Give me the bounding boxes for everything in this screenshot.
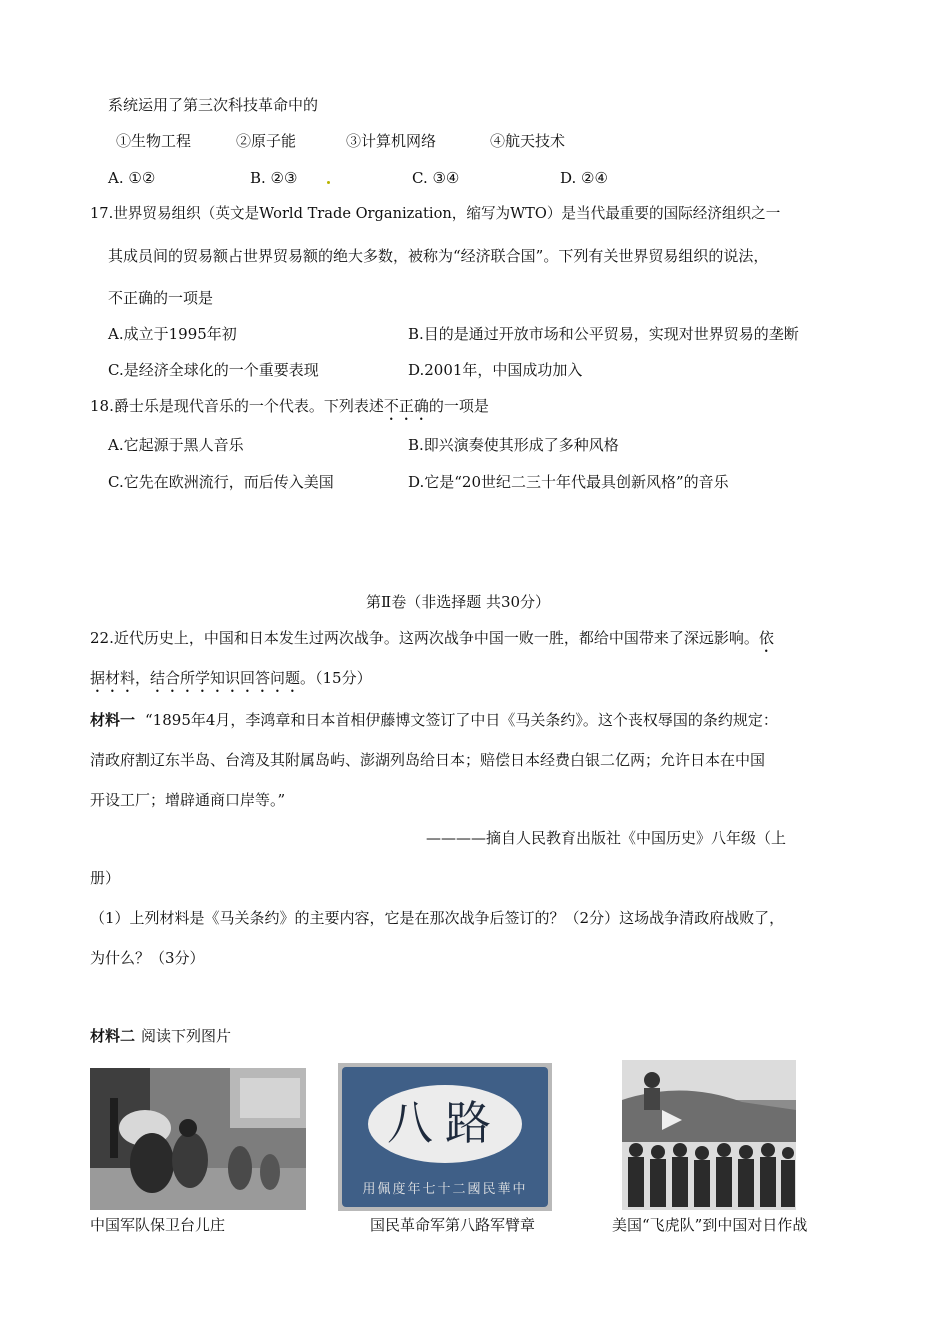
q18-stem-emphasis: 不正确 bbox=[383, 397, 429, 415]
q18-option-a: A.它起源于黑人音乐 bbox=[108, 436, 244, 454]
q22-stem-line2-emphasis: 据材料，结合所学知识回答问题 bbox=[90, 669, 301, 687]
q16-stem-continuation: 系统运用了第三次科技革命中的 bbox=[108, 96, 319, 114]
q16-option-a: A. ①② bbox=[108, 169, 156, 187]
material1-line2: 清政府割辽东半岛、台湾及其附属岛屿、澎湖列岛给日本；赔偿日本经费白银二亿两；允许日本在中国 bbox=[90, 751, 766, 769]
q17-option-b: B.目的是通过开放市场和公平贸易，实现对世界贸易的垄断 bbox=[408, 325, 799, 343]
q22-sub1-line1: （1）上列材料是《马关条约》的主要内容，它是在那次战争后签订的？（2分）这场战争清政府战败了， bbox=[90, 909, 785, 927]
photo-flying-tigers bbox=[622, 1060, 796, 1210]
q16-option-b: B. ②③ bbox=[250, 169, 298, 187]
caption-flying-tigers: 美国“飞虎队”到中国对日作战 bbox=[612, 1216, 808, 1234]
q17-stem-line1: 17.世界贸易组织（英文是World Trade Organization，缩写为WTO）是当代最重要的国际经济组织之一 bbox=[90, 205, 781, 222]
caption-armband: 国民革命军第八路军臂章 bbox=[370, 1216, 536, 1234]
q22-stem-line1-text: 22.近代历史上，中国和日本发生过两次战争。这两次战争中国一败一胜，都给中国带来了深远影响。 bbox=[90, 629, 759, 647]
q17-stem-line2: 其成员间的贸易额占世界贸易额的绝大多数，被称为“经济联合国”。下列有关世界贸易组织的说法， bbox=[108, 247, 769, 265]
photo-taierzhuang-drawing bbox=[90, 1068, 306, 1210]
q18-stem-prefix: 18.爵士乐是现代音乐的一个代表。下列表述 bbox=[90, 397, 384, 415]
material2-text: 阅读下列图片 bbox=[141, 1027, 232, 1045]
q16-item-4: ④航天技术 bbox=[490, 132, 566, 150]
q18-stem-suffix: 的一项是 bbox=[428, 397, 489, 415]
q18-stem bbox=[90, 396, 489, 424]
q18-option-b: B.即兴演奏使其形成了多种风格 bbox=[408, 436, 619, 454]
q16-item-3: ③计算机网络 bbox=[346, 132, 437, 150]
q16-item-2: ②原子能 bbox=[236, 132, 297, 150]
q22-stem-line1-emphasis: 依 bbox=[758, 629, 774, 647]
q18-option-c: C.它先在欧洲流行，而后传入美国 bbox=[108, 473, 334, 491]
q17-stem-line3: 不正确的一项是 bbox=[108, 289, 214, 307]
q16-item-1: ①生物工程 bbox=[116, 132, 192, 150]
armband-main-text: 八路 bbox=[387, 1096, 503, 1150]
q16-option-c: C. ③④ bbox=[412, 169, 460, 187]
material2-label: 材料二 bbox=[90, 1027, 136, 1045]
stray-dot-mark bbox=[327, 181, 330, 184]
material1-text-line1: “1895年4月，李鸿章和日本首相伊藤博文签订了中日《马关条约》。这个丧权辱国的条约规定： bbox=[145, 711, 778, 729]
section2-title: 第Ⅱ卷（非选择题 共30分） bbox=[366, 593, 551, 611]
q17-option-d: D.2001年，中国成功加入 bbox=[408, 361, 583, 379]
photo-eighth-route-armband bbox=[338, 1063, 552, 1211]
material1-line1 bbox=[90, 710, 778, 730]
q22-sub1-line2: 为什么？（3分） bbox=[90, 949, 205, 967]
photo-taierzhuang bbox=[90, 1068, 306, 1210]
q16-option-d: D. ②④ bbox=[560, 169, 608, 187]
photo-flying-tigers-drawing bbox=[622, 1060, 796, 1210]
q18-option-d: D.它是“20世纪二三十年代最具创新风格”的音乐 bbox=[408, 473, 729, 491]
q17-option-a: A.成立于1995年初 bbox=[108, 325, 237, 343]
material1-source-line2: 册） bbox=[90, 869, 121, 887]
material1-line3: 开设工厂；增辟通商口岸等。” bbox=[90, 791, 286, 809]
caption-taierzhuang: 中国军队保卫台儿庄 bbox=[90, 1216, 226, 1234]
q22-stem-line1 bbox=[90, 628, 774, 656]
material1-label: 材料一 bbox=[90, 711, 136, 729]
material2-line bbox=[90, 1026, 231, 1046]
q22-stem-line2-suffix: 。（15分） bbox=[300, 669, 372, 687]
armband-small-text: 中華民國二十七年度佩用 bbox=[362, 1182, 528, 1197]
q17-option-c: C.是经济全球化的一个重要表现 bbox=[108, 361, 319, 379]
material1-source-line1: ————摘自人民教育出版社《中国历史》八年级（上 bbox=[426, 829, 787, 847]
q22-stem-line2 bbox=[90, 668, 372, 696]
